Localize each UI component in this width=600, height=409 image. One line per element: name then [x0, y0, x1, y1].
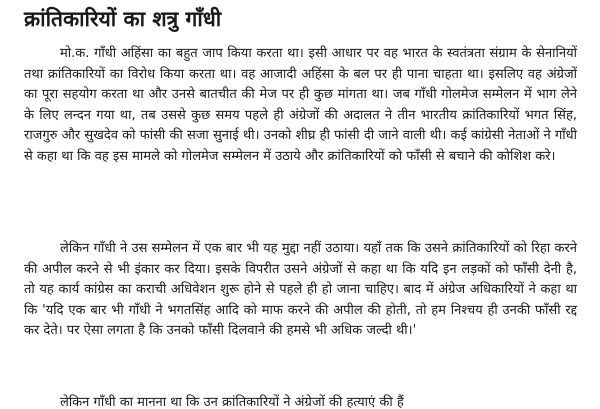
- document-title: क्रांतिकारियों का शत्रु गाँधी: [24, 7, 222, 31]
- paragraph-2: लेकिन गाँधी ने उस सम्मेलन में एक बार भी यह मुद्दा नहीं उठाया। यहाँ तक कि उसने क्रांतिकारियों को रिहा करने की अपील करने से भी इंकार कर दिया। इसके विपरीत उसने अंग्रेजों से कहा था कि यदि इन लड़कों को फाँसी देनी है, तो यह कार्य कांग्रेस का कराची अधिवेशन शुरू होने से पहले ही हो जाना चाहिए। बाद में अंग्रेज अधिकारियों ने कहा था कि 'यदि एक बार भी गाँधी ने भगतसिंह आदि को माफ करने की अपील की होती, तो हम निश्चय ही उनकी फाँसी रद्द कर देते। पर ऐसा लगता है कि उनको फाँसी दिलवाने की हमसे भी अधिक जल्दी थी।': [24, 241, 577, 338]
- paragraph-1: मो.क. गाँधी अहिंसा का बहुत जाप किया करता था। इसी आधार पर वह भारत के स्वतंत्रता संग्राम के सेनानियों तथा क्रांतिकारियों का विरोध किया करता था। वह आजादी अहिंसा के बल पर ही पाना चाहता था। इसलिए वह अंग्रेजों का पूरा सहयोग करता था और उनसे बातचीत की मेज पर ही कुछ मांगता था। जब गाँधी गोलमेज सम्मेलन में भाग लेने के लिए लन्दन गया था, तब उससे कुछ समय पहले ही अंग्रेजों की अदालत ने तीन भारतीय क्रांतिकारियों भगत सिंह, राजगुरु और सुखदेव को फांसी की सजा सुनाई थी। उनको शीघ्र ही फांसी दी जाने वाली थी। कई कांग्रेसी नेताओं ने गाँधी से कहा था कि वह इस मामले को गोलमेज सम्मेलन में उठाये और क्रांतिकारियों को फाँसी से बचाने की कोशिश करे।: [24, 46, 577, 164]
- paragraph-3: लेकिन गाँधी का मानना था कि उन क्रांतिकारियों ने अंग्रेजों की हत्याएं की हैं: [60, 395, 404, 409]
